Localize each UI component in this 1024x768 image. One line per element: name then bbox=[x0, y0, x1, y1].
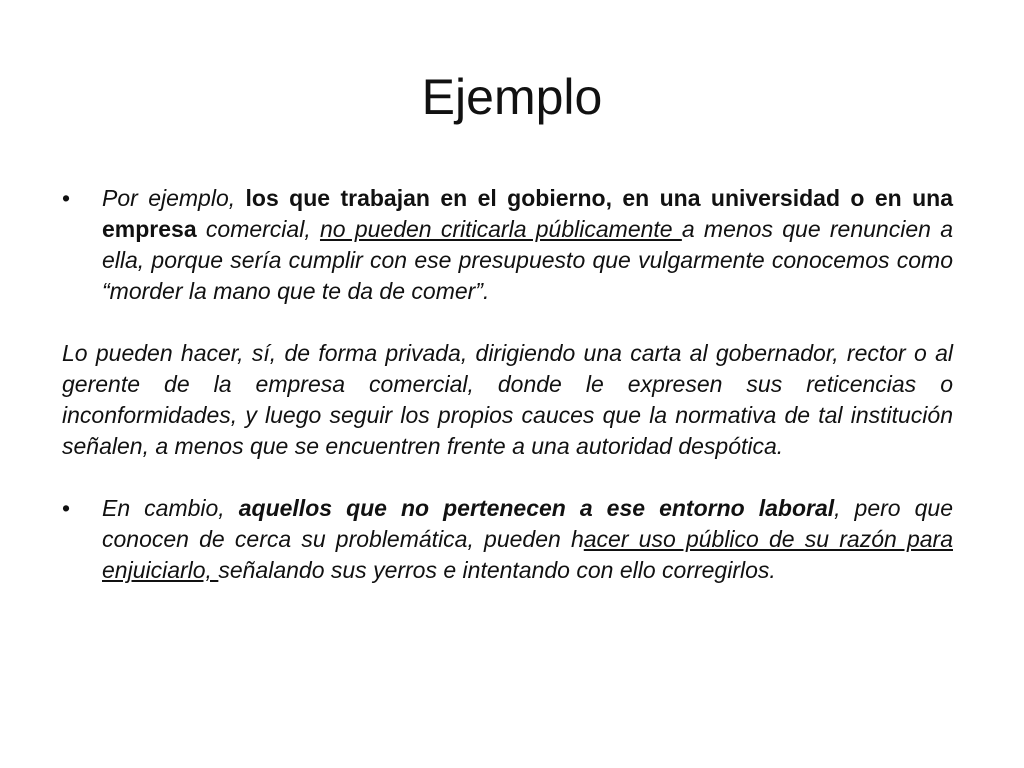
p1-segment-3: comercial, bbox=[196, 216, 320, 242]
slide-content bbox=[62, 183, 953, 617]
bullet-icon: • bbox=[62, 495, 71, 521]
p1-segment-2: los que trabajan en el gobierno, en una universidad o en una empresa bbox=[102, 185, 953, 242]
p1-segment-1: Por ejemplo, bbox=[102, 185, 236, 211]
paragraph-2: Lo pueden hacer, sí, de forma privada, dirigiendo una carta al gobernador, rector o al gerente de la empresa comercial, donde le expresen sus reticencias o inconformidades, y luego seguir los propios cauces que la normativa de tal institución señalen, a menos que se encuentren frente a una autoridad despótica. bbox=[62, 340, 953, 459]
p3-segment-5: señalando sus yerros e intentando con ello corregirlos. bbox=[218, 557, 776, 583]
paragraph-1 bbox=[62, 183, 953, 307]
p1-segment-4-underlined: no pueden criticarla públicamente bbox=[319, 216, 682, 242]
paragraph-3 bbox=[62, 493, 953, 586]
p3-segment-4-underlined: acer uso público de su razón para enjuiciarlo, bbox=[102, 526, 953, 583]
p3-segment-2-bold: aquellos que no pertenecen a ese entorno laboral bbox=[238, 495, 835, 521]
p3-segment-3: , pero que conocen de cerca su problemática, pueden h bbox=[102, 495, 953, 552]
slide-title: Ejemplo bbox=[421, 69, 603, 125]
p1-segment-5: a menos que renuncien a ella, porque sería cumplir con ese presupuesto que vulgarmente conocemos como “morder la mano que te da de comer”. bbox=[102, 216, 953, 304]
bullet-icon: • bbox=[62, 185, 71, 211]
p3-segment-1: En cambio, bbox=[102, 495, 239, 521]
